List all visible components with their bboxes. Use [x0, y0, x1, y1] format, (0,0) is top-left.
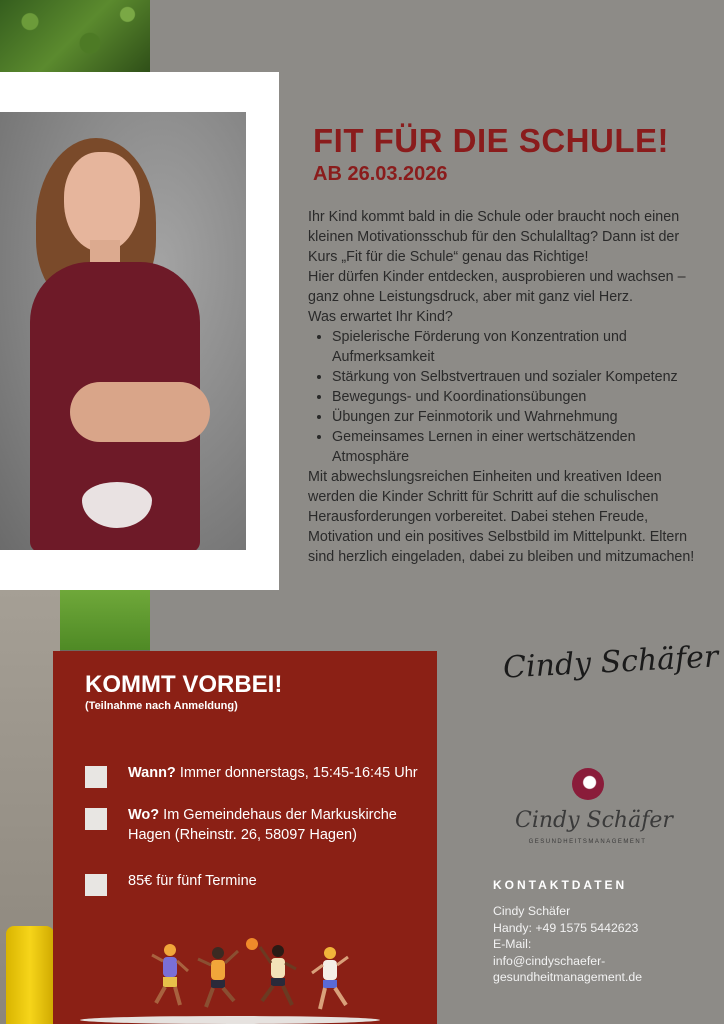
portrait-photo: [0, 112, 246, 550]
where-value: Im Gemeindehaus der Markuskirche Hagen (Rheinstr. 26, 58097 Hagen): [128, 807, 397, 843]
signature: Cindy Schäfer: [502, 639, 720, 686]
expectations-question: Was erwartet Ihr Kind?: [308, 309, 453, 325]
ground-shadow: [80, 1016, 380, 1024]
course-description: [308, 207, 704, 567]
kid-figure: [260, 945, 296, 1005]
logo-heart-icon: [572, 768, 604, 800]
contact-name: Cindy Schäfer: [493, 904, 571, 918]
kid-figure: [198, 947, 238, 1007]
kids-illustration: [70, 935, 380, 1024]
when-value: Immer donnerstags, 15:45-16:45 Uhr: [175, 765, 418, 781]
event-where-text: [128, 805, 418, 845]
basketball-icon: [246, 938, 258, 950]
list-item: • Bewegungs- und Koordinationsübungen: [332, 387, 704, 407]
contact-details: [493, 903, 713, 986]
checkbox-icon: [85, 808, 107, 830]
yellow-cone-image: [6, 926, 54, 1024]
list-item: • Gemeinsames Lernen in einer wertschätzenden Atmosphäre: [332, 427, 704, 467]
contact-email[interactable]: info@cindyschaefer-: [493, 953, 606, 968]
hedge-image: [0, 0, 150, 72]
event-when-text: [128, 763, 418, 783]
logo-name: Cindy Schäfer: [515, 808, 673, 833]
portrait-crossed-arms: [70, 382, 210, 442]
logo-tagline: GESUNDHEITSMANAGEMENT: [528, 839, 647, 845]
checkbox-icon: [85, 766, 107, 788]
registration-note: (Teilnahme nach Anmeldung): [85, 700, 238, 712]
contact-heading: KONTAKTDATEN: [493, 878, 628, 892]
page-title: FIT FÜR DIE SCHULE!: [313, 122, 669, 159]
when-label: Wann?: [128, 765, 176, 781]
event-heading: KOMMT VORBEI!: [85, 671, 283, 698]
list-item: • Übungen zur Feinmotorik und Wahrnehmung: [332, 407, 704, 427]
list-item: • Stärkung von Selbstvertrauen und sozialer Kompetenz: [332, 367, 704, 387]
start-date: AB 26.03.2026: [313, 163, 448, 185]
expectations-list: [308, 327, 704, 467]
kid-figure: [152, 944, 188, 1005]
kid-figure: [312, 947, 348, 1009]
intro-paragraph-2: Hier dürfen Kinder entdecken, ausprobieren und wachsen – ganz ohne Leistungsdruck, aber mit ganz viel Herz.: [308, 269, 686, 305]
contact-email-label: E-Mail:: [493, 937, 532, 951]
company-logo: [515, 768, 673, 845]
where-label: Wo?: [128, 807, 160, 823]
checkbox-icon: [85, 874, 107, 896]
list-item: • Spielerische Förderung von Konzentration und Aufmerksamkeit: [332, 327, 704, 367]
closing-paragraph: Mit abwechslungsreichen Einheiten und kreativen Ideen werden die Kinder Schritt für Schritt auf die schulischen Herausforderungen vorbereitet. Dabei stehen Freude, Motivation und ein positives Selbstbild im Mittelpunkt. Eltern sind herzlich eingeladen, dabei zu bleiben und mitzumachen!: [308, 469, 695, 565]
intro-paragraph: Ihr Kind kommt bald in die Schule oder braucht noch einen kleinen Motivationsschub für den Schulalltag? Dann ist der Kurs „Fit für die Schule“ genau das Richtige!: [308, 209, 680, 265]
price-text: 85€ für fünf Termine: [128, 873, 257, 889]
portrait-face: [64, 152, 140, 252]
contact-email-continued[interactable]: gesundheitmanagement.de: [493, 970, 643, 984]
contact-phone[interactable]: Handy: +49 1575 5442623: [493, 920, 639, 935]
